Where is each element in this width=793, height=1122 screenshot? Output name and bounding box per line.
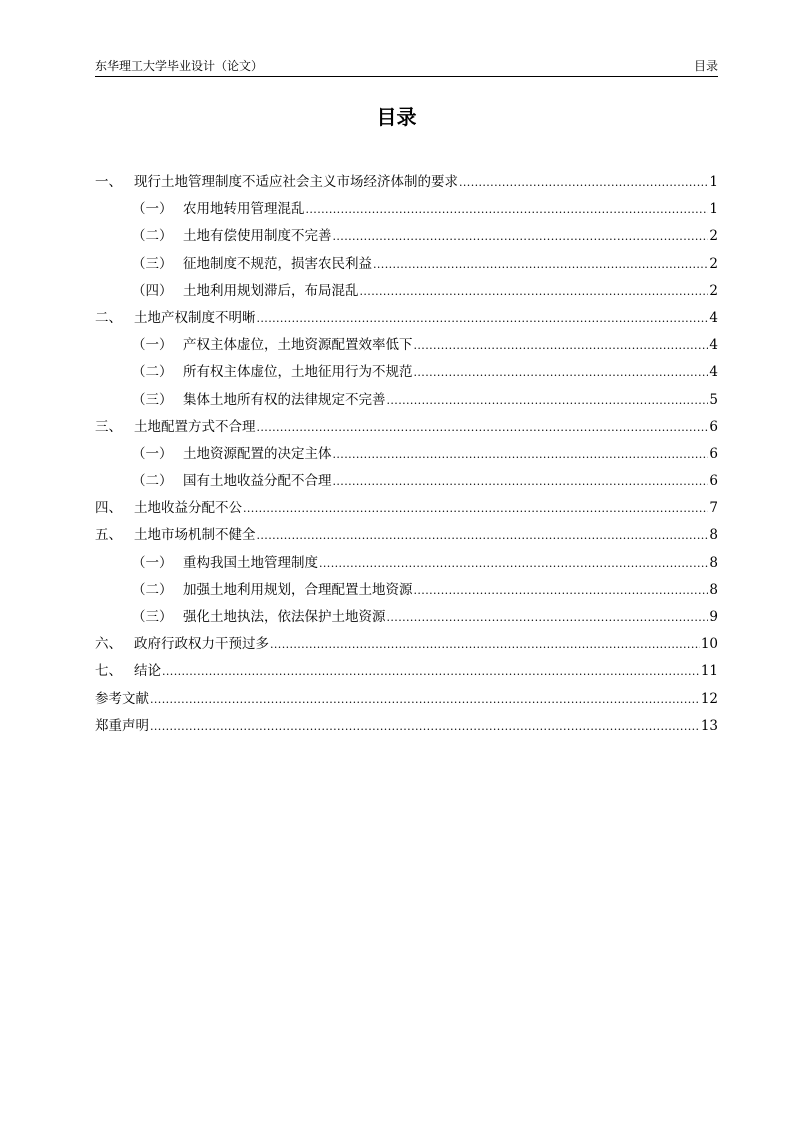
- toc-entry[interactable]: [95, 305, 718, 332]
- toc-dot-leader: [333, 441, 709, 468]
- toc-entry-page-number: 6: [709, 445, 718, 462]
- toc-entry-page-number: 2: [709, 228, 718, 245]
- toc-entry-page-number: 8: [709, 554, 718, 571]
- toc-dot-leader: [319, 550, 708, 577]
- header-thesis-title: 东华理工大学毕业设计（论文）: [95, 59, 264, 73]
- toc-entry-number: 五、: [95, 527, 122, 544]
- toc-dot-leader: [387, 387, 709, 414]
- toc-entry-page-number: 1: [709, 174, 718, 190]
- toc-entry-page-number: 8: [709, 527, 718, 544]
- toc-entry-number: （一）: [132, 201, 173, 218]
- toc-entry-title: 结论: [134, 663, 161, 680]
- toc-entry-title: 重构我国土地管理制度: [183, 554, 318, 571]
- toc-entry-page-number: 2: [709, 255, 718, 272]
- toc-entry-title: 集体土地所有权的法律规定不完善: [183, 391, 386, 408]
- toc-entry-title: 土地产权制度不明晰: [134, 309, 256, 326]
- toc-entry-title: 所有权主体虚位，土地征用行为不规范: [183, 364, 413, 381]
- toc-entry-number: 二、: [95, 309, 122, 326]
- toc-entry-title: 政府行政权力干预过多: [134, 636, 269, 653]
- toc-entry-number: 六、: [95, 636, 122, 653]
- toc-entry[interactable]: [95, 278, 718, 305]
- toc-entry-title: 农用地转用管理混乱: [183, 201, 305, 218]
- toc-entry-page-number: 12: [700, 690, 718, 707]
- header-section-name: 目录: [693, 59, 718, 73]
- toc-entry[interactable]: [95, 196, 718, 223]
- toc-entry-title: 参考文献: [95, 690, 149, 707]
- toc-entry-number: 七、: [95, 663, 122, 680]
- toc-entry-page-number: 1: [709, 201, 718, 218]
- toc-entry-title: 现行土地管理制度不适应社会主义市场经济体制的要求: [134, 174, 458, 190]
- toc-dot-leader: [373, 251, 708, 278]
- toc-entry-title: 强化土地执法，依法保护土地资源: [183, 609, 386, 625]
- toc-entry-number: （一）: [132, 337, 173, 354]
- toc-entry[interactable]: [95, 223, 718, 250]
- toc-entry-page-number: 4: [709, 309, 718, 326]
- toc-entry-title: 土地资源配置的决定主体: [183, 445, 332, 462]
- toc-entry[interactable]: [95, 658, 718, 685]
- toc-dot-leader: [257, 305, 709, 332]
- toc-entry-title: 加强土地利用规划，合理配置土地资源: [183, 581, 413, 598]
- toc-entry[interactable]: [95, 359, 718, 386]
- page-header: [95, 56, 718, 77]
- toc-dot-leader: [257, 414, 709, 441]
- toc-entry[interactable]: [95, 686, 718, 713]
- toc-entry-page-number: 9: [709, 609, 718, 625]
- toc-entry-page-number: 5: [709, 391, 718, 408]
- toc-entry[interactable]: [95, 169, 718, 196]
- table-of-contents: [95, 169, 718, 740]
- toc-entry-title: 征地制度不规范，损害农民利益: [183, 255, 372, 272]
- toc-dot-leader: [162, 658, 700, 685]
- toc-entry-number: （一）: [132, 445, 173, 462]
- toc-entry[interactable]: [95, 414, 718, 441]
- toc-entry-number: 一、: [95, 174, 122, 190]
- toc-entry-page-number: 7: [709, 500, 718, 517]
- toc-entry-page-number: 2: [709, 282, 718, 299]
- toc-dot-leader: [243, 495, 708, 522]
- toc-entry[interactable]: [95, 468, 718, 495]
- toc-dot-leader: [414, 359, 709, 386]
- toc-entry-number: （四）: [132, 282, 173, 299]
- toc-entry-number: 四、: [95, 500, 122, 517]
- toc-entry-page-number: 10: [700, 636, 718, 653]
- toc-entry-page-number: 6: [709, 418, 718, 435]
- page-title: 目录: [376, 105, 417, 129]
- toc-entry-title: 土地利用规划滞后，布局混乱: [183, 282, 359, 299]
- toc-dot-leader: [360, 278, 709, 305]
- toc-entry[interactable]: [95, 550, 718, 577]
- toc-dot-leader: [150, 686, 700, 713]
- toc-entry-number: 三、: [95, 418, 122, 435]
- toc-entry-page-number: 6: [709, 473, 718, 490]
- toc-entry-title: 产权主体虚位，土地资源配置效率低下: [183, 337, 413, 354]
- toc-entry-number: （二）: [132, 228, 173, 245]
- toc-entry-number: （二）: [132, 364, 173, 381]
- toc-entry[interactable]: [95, 251, 718, 278]
- toc-dot-leader: [257, 522, 709, 549]
- toc-entry[interactable]: [95, 332, 718, 359]
- toc-dot-leader: [387, 604, 709, 631]
- toc-entry-number: （三）: [132, 391, 173, 408]
- toc-entry-page-number: 4: [709, 337, 718, 354]
- toc-entry-page-number: 11: [700, 663, 718, 680]
- toc-entry-number: （三）: [132, 255, 173, 272]
- toc-entry-page-number: 13: [700, 717, 718, 734]
- toc-entry-title: 土地配置方式不合理: [134, 418, 256, 435]
- toc-entry[interactable]: [95, 631, 718, 658]
- toc-entry[interactable]: [95, 522, 718, 549]
- toc-entry[interactable]: [95, 713, 718, 740]
- toc-entry-title: 土地市场机制不健全: [134, 527, 256, 544]
- toc-dot-leader: [333, 223, 709, 250]
- toc-dot-leader: [333, 468, 709, 495]
- toc-entry[interactable]: [95, 604, 718, 631]
- toc-dot-leader: [150, 713, 700, 740]
- toc-entry-page-number: 4: [709, 364, 718, 381]
- toc-entry-title: 土地收益分配不公: [134, 500, 242, 517]
- toc-entry-number: （二）: [132, 581, 173, 598]
- toc-dot-leader: [306, 196, 709, 223]
- toc-entry-number: （一）: [132, 554, 173, 571]
- toc-entry[interactable]: [95, 577, 718, 604]
- toc-entry[interactable]: [95, 387, 718, 414]
- toc-entry-title: 国有土地收益分配不合理: [183, 473, 332, 490]
- toc-dot-leader: [459, 169, 708, 196]
- toc-entry[interactable]: [95, 495, 718, 522]
- toc-entry-page-number: 8: [709, 581, 718, 598]
- toc-entry-number: （二）: [132, 473, 173, 490]
- toc-dot-leader: [270, 631, 700, 658]
- toc-entry-title: 郑重声明: [95, 717, 149, 734]
- toc-dot-leader: [414, 332, 709, 359]
- toc-entry-number: （三）: [132, 609, 173, 625]
- toc-entry-title: 土地有偿使用制度不完善: [183, 228, 332, 245]
- toc-dot-leader: [414, 577, 709, 604]
- toc-entry[interactable]: [95, 441, 718, 468]
